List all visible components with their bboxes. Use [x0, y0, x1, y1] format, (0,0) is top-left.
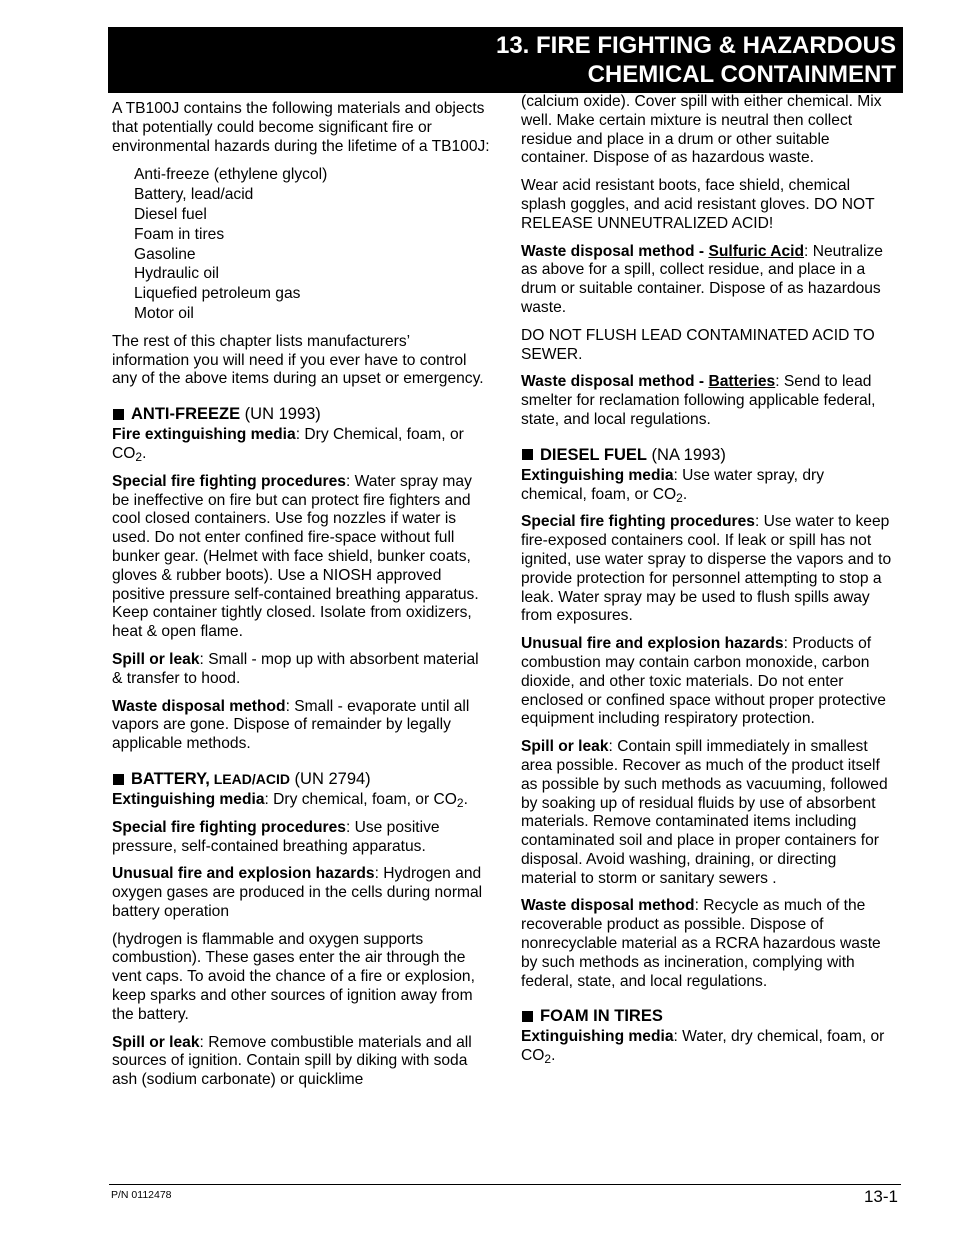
diesel-special-label: Special fire fighting procedures: [521, 513, 755, 531]
list-item: Liquefied petroleum gas: [134, 285, 301, 303]
antifreeze-fire-end: .: [142, 444, 147, 462]
rest-paragraph: The rest of this chapter lists manufacturers’ information you will need if you ever have to control any of the above items during an upset or emergency.: [112, 332, 484, 388]
waste-sulfuric-text: : Neutralize as above for a spill, collect residue, and place in a drum or suitable container. Dispose of as hazardous waste.: [521, 242, 883, 316]
antifreeze-waste-text: : Small - evaporate until all vapors are gone. Dispose of remainder by legally applicable methods.: [112, 697, 470, 753]
antifreeze-fire-text: : Dry Chemical, foam, or CO: [112, 426, 464, 462]
chapter-header: [108, 27, 903, 93]
battery-code: (UN 2794): [289, 769, 371, 788]
diesel-unusual: [521, 635, 893, 729]
foam-heading: [521, 1006, 893, 1026]
antifreeze-spill-label: Spill or leak: [112, 650, 200, 668]
battery-ext-media: [112, 791, 490, 810]
diesel-ext-end: .: [682, 485, 688, 503]
battery-ext-sub: 2: [456, 795, 464, 810]
diesel-waste: [521, 897, 893, 991]
list-item: Diesel fuel: [134, 205, 207, 223]
page-number: 13-1: [863, 1187, 898, 1206]
antifreeze-fire-media: [112, 426, 490, 464]
diesel-spill-label: Spill or leak: [521, 738, 609, 756]
square-bullet-icon: [113, 409, 124, 420]
no-flush-warning: DO NOT FLUSH LEAD CONTAMINATED ACID TO SEWER.: [521, 326, 875, 363]
waste-batteries-text: : Send to lead smelter for reclamation following applicable federal, state, and local regulations.: [521, 373, 876, 428]
left-column: [112, 100, 490, 1099]
list-item: Anti-freeze (ethylene glycol): [134, 166, 328, 184]
diesel-code: (NA 1993): [646, 445, 726, 464]
foam-ext-text: : Water, dry chemical, foam, or CO: [521, 1028, 885, 1065]
waste-batteries-label: Waste disposal method -: [521, 373, 709, 391]
battery-ext-end: .: [463, 790, 468, 808]
diesel-ext-media: [521, 467, 893, 505]
antifreeze-fire-sub: 2: [135, 449, 143, 464]
diesel-spill-text: : Contain spill immediately in smallest area possible. Recover as much of the product itself as possible by such methods as vacuuming, followed by soaking up of residual fluids by use of absorbent materials. Remove contaminated items including contaminated soil and place in proper containers for disposal. Avoid washing, draining, or directing material to storm or sanitary sewers .: [521, 738, 888, 887]
battery-special: [112, 819, 490, 857]
waste-batteries: [521, 373, 893, 429]
list-item: Motor oil: [134, 304, 194, 322]
antifreeze-heading: [112, 404, 490, 424]
antifreeze-special-text: : Water spray may be ineffective on fire but can protect fire fighters and cool closed containers. Use fog nozzles if water is used. Do not enter confined fire-space without full bunker gear. (Helmet with face shield, bunker coats, gloves & rubber boots). Use a NIOSH approved positive pressure self-contained breathing apparatus. Keep container tightly closed. Isolate from oxidizers, heat & open flame.: [112, 472, 479, 641]
waste-sulfuric: [521, 243, 893, 318]
list-item: Hydraulic oil: [134, 265, 219, 283]
square-bullet-icon: [522, 449, 533, 460]
antifreeze-code: (UN 1993): [240, 405, 321, 424]
square-bullet-icon: [113, 774, 124, 785]
list-item: Gasoline: [134, 245, 196, 263]
battery-heading: [112, 769, 490, 789]
antifreeze-heading-text: ANTI-FREEZE: [131, 405, 241, 424]
antifreeze-special-label: Special fire fighting procedures: [112, 472, 346, 490]
antifreeze-special: [112, 473, 490, 642]
materials-list: [112, 165, 490, 323]
diesel-unusual-label: Unusual fire and explosion hazards: [521, 635, 784, 653]
waste-sulfuric-label: Waste disposal method -: [521, 242, 709, 260]
diesel-ext-sub: 2: [676, 490, 683, 505]
battery-spill-text: : Remove combustible materials and all sources of ignition. Contain spill by diking with soda ash (sodium carbonate) or quicklime: [112, 1033, 472, 1089]
part-number: P/N 0112478: [111, 1189, 172, 1201]
battery-spill-continued: (calcium oxide). Cover spill with either chemical. Mix well. Make certain mixture is neutral then collect residue and place in a drum or other suitable container. Dispose of as hazardous waste.: [521, 93, 882, 167]
intro-paragraph: A TB100J contains the following materials and objects that potentially could become significant fire or environmental hazards during the lifetime of a TB100J:: [112, 100, 490, 155]
list-item: Foam in tires: [134, 225, 225, 243]
diesel-waste-label: Waste disposal method: [521, 897, 695, 915]
protective-gear-warning: Wear acid resistant boots, face shield, chemical splash goggles, and acid resistant gloves. DO NOT RELEASE UNNEUTRALIZED ACID!: [521, 177, 875, 232]
battery-ext-text: : Dry chemical, foam, or CO: [264, 790, 457, 808]
diesel-spill: [521, 738, 893, 888]
footer-divider: [109, 1184, 901, 1185]
antifreeze-spill-text: : Small - mop up with absorbent material & transfer to hood.: [112, 650, 479, 687]
diesel-unusual-text: : Products of combustion may contain carbon monoxide, carbon dioxide, and other toxic materials. Do not enter enclosed or confined space without proper protective equipment including respiratory protection.: [521, 635, 886, 728]
battery-heading-text: BATTERY,: [131, 769, 210, 788]
waste-sulfuric-underlined: Sulfuric Acid: [708, 242, 805, 260]
foam-heading-text: FOAM IN TIRES: [540, 1007, 663, 1026]
foam-ext-media: [521, 1028, 893, 1066]
battery-ext-label: Extinguishing media: [112, 790, 265, 808]
waste-batteries-underlined: Batteries: [708, 373, 776, 391]
right-column: [521, 93, 893, 1075]
battery-unusual-text: : Hydrogen and oxygen gases are produced in the cells during normal battery operation: [112, 865, 483, 920]
battery-unusual: [112, 865, 490, 921]
battery-special-text: : Use positive pressure, self-contained breathing apparatus.: [112, 818, 440, 855]
square-bullet-icon: [522, 1011, 533, 1022]
antifreeze-waste-label: Waste disposal method: [112, 697, 286, 715]
foam-ext-end: .: [551, 1047, 556, 1065]
battery-hydrogen: (hydrogen is flammable and oxygen supports combustion). These gases enter the air through the vent caps. To avoid the chance of a fire or explosion, keep sparks and other sources of ignition away from the battery.: [112, 930, 475, 1023]
antifreeze-spill: [112, 651, 490, 689]
foam-ext-sub: 2: [544, 1052, 552, 1067]
antifreeze-waste: [112, 698, 490, 754]
diesel-ext-label: Extinguishing media: [521, 466, 674, 484]
diesel-heading-text: DIESEL FUEL: [540, 445, 647, 464]
battery-spill-label: Spill or leak: [112, 1033, 200, 1051]
chapter-title-line-2: CHEMICAL CONTAINMENT: [587, 61, 896, 88]
diesel-waste-text: : Recycle as much of the recoverable product as possible. Dispose of nonrecyclable material as a RCRA hazardous waste by such methods as incineration, complying with federal, state, and local regulations.: [521, 897, 881, 990]
battery-special-label: Special fire fighting procedures: [112, 818, 346, 836]
diesel-special: [521, 513, 893, 626]
battery-spill: [112, 1034, 490, 1090]
list-item: Battery, lead/acid: [134, 186, 254, 204]
diesel-special-text: : Use water to keep fire-exposed containers cool. If leak or spill has not ignited, use water spray to disperse the vapors and to provide protection for personnel attempting to stop a leak. Water spray may be used to flush spills away from exposures.: [521, 513, 892, 625]
diesel-ext-text: : Use water spray, dry chemical, foam, or CO: [521, 466, 824, 503]
antifreeze-fire-label: Fire extinguishing media: [112, 426, 296, 444]
diesel-heading: [521, 445, 893, 465]
battery-heading-small: LEAD/ACID: [209, 770, 290, 787]
foam-ext-label: Extinguishing media: [521, 1028, 674, 1046]
battery-unusual-label: Unusual fire and explosion hazards: [112, 865, 375, 883]
chapter-title-line-1: 13. FIRE FIGHTING & HAZARDOUS: [495, 32, 896, 59]
